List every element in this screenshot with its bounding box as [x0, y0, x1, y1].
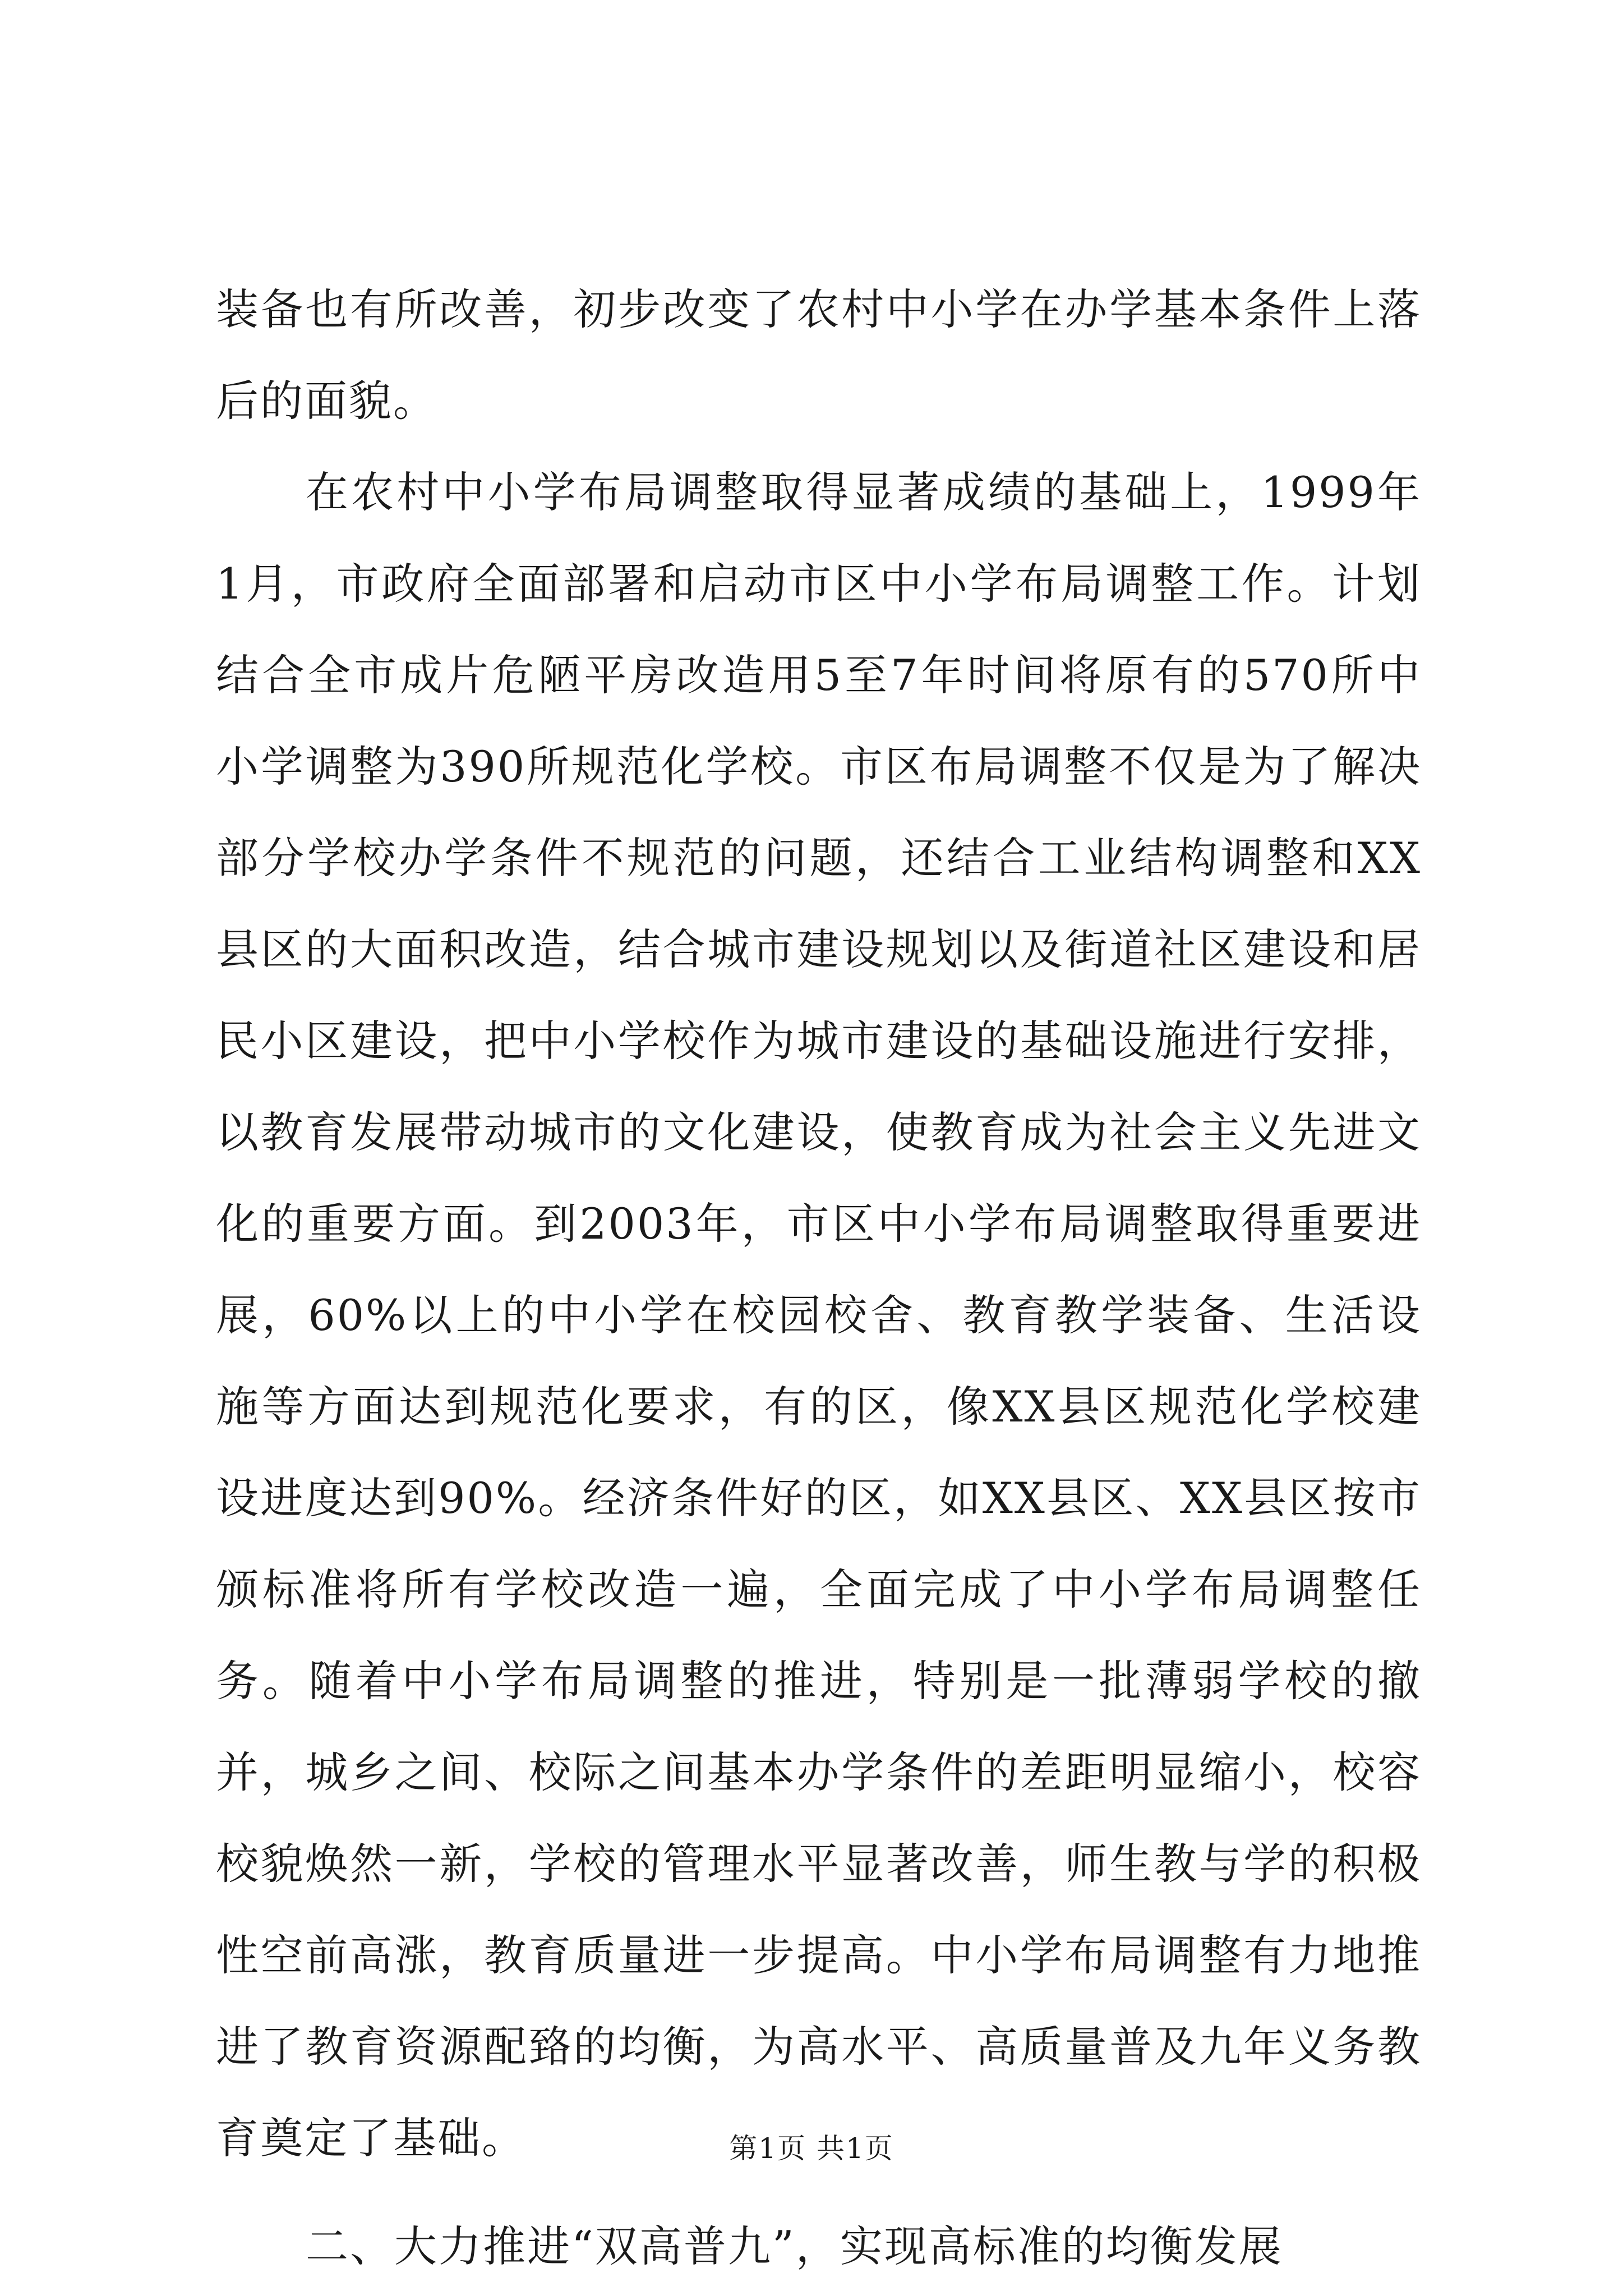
- paragraph-continuation: 装备也有所改善，初步改变了农村中小学在办学基本条件上落后的面貌。: [216, 284, 1422, 426]
- paragraph-layout-adjustment: 在农村中小学布局调整取得显著成绩的基础上，1999年1月，市政府全面部署和启动市区中小学布局调整工作。计划结合全市成片危陋平房改造用5至7年时间将原有的570所中小学调整为390所规范化学校。市区布局调整不仅是为了解决部分学校办学条件不规范的问题，还结合工业结构调整和XX县区的大面积改造，结合城市建设规划以及街道社区建设和居民小区建设，把中小学校作为城市建设的基础设施进行安排，以教育发展带动城市的文化建设，使教育成为社会主义先进文化的重要方面。到2003年，市区中小学布局调整取得重要进展，60%以上的中小学在校园校舍、教育教学装备、生活设施等方面达到规范化要求，有的区，像XX县区规范化学校建设进度达到90%。经济条件好的区，如XX县区、XX县区按市颁标准将所有学校改造一遍，全面完成了中小学布局调整任务。随着中小学布局调整的推进，特别是一批薄弱学校的撤并，城乡之间、校际之间基本办学条件的差距明显缩小，校容校貌焕然一新，学校的管理水平显著改善，师生教与学的积极性空前高涨，教育质量进一步提高。中小学布局调整有力地推进了教育资源配臵的均衡，为高水平、高质量普及九年义务教育奠定了基础。: [216, 467, 1422, 2163]
- page-footer: 第1页 共1页: [729, 2132, 894, 2165]
- document-body: [216, 264, 1422, 2292]
- section-heading: 二、大力推进“双高普九”，实现高标准的均衡发展: [306, 2221, 1283, 2271]
